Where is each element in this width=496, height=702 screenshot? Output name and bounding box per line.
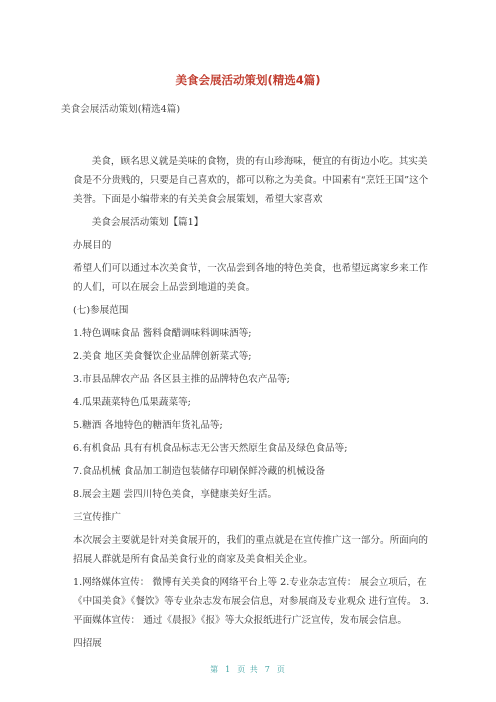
list-item: 4.瓜果蔬菜特色瓜果蔬菜等;: [73, 397, 191, 408]
list-item: 1.特色调味食品 酱料食醋调味料调味酒等;: [73, 328, 252, 339]
document-body: [73, 152, 429, 653]
media-paragraph: 1.网络媒体宣传： 微博有关美食的网络平台上等 2.专业杂志宣传： 展会立项后，在《中国美食》《餐饮》等专业杂志发布展会信息，对参展商及专业观众 进行宣传。 3.平面媒体宣传： 通过《晨报》《报》等大众报纸进行广泛宣传，发布展会信息。: [73, 577, 429, 626]
page-footer: [0, 664, 496, 675]
footer-suffix: 页: [276, 665, 286, 674]
section-heading: 美食会展活动策划【篇1】: [91, 217, 204, 228]
footer-mid: 页 共: [237, 665, 259, 674]
purpose-paragraph: 希望人们可以通过本次美食节，一次品尝到各地的特色美食，也希望远离家乡来工作的人们，可以在展会上品尝到地道的美食。: [73, 263, 428, 293]
list-item: 5.糖酒 各地特色的糖酒年货礼品等;: [73, 420, 223, 431]
list-item: 8.展会主题 尝四川特色美食，享健康美好生活。: [73, 489, 278, 500]
intro-paragraph: 美食，顾名思义就是美味的食物，贵的有山珍海味，便宜的有街边小吃。其实美食是不分贵贱的，只要是自己喜欢的，都可以称之为美食。中国素有“烹饪王国”这个美誉。下面是小编带来的有关美食会展策划，希望大家喜欢: [73, 156, 429, 205]
list-item: 7.食品机械 食品加工制造包装储存印刷保鲜冷藏的机械设备: [73, 466, 326, 477]
heading-scope: (七)参展范围: [73, 305, 129, 316]
document-subtitle: 美食会展活动策划(精选4篇): [61, 104, 181, 115]
heading-purpose: 办展目的: [73, 240, 112, 251]
list-item: 6.有机食品 具有有机食品标志无公害天然原生食品及绿色食品等;: [73, 443, 348, 454]
heading-recruitment: 四招展: [73, 638, 102, 649]
promotion-paragraph: 本次展会主要就是针对美食展开的，我们的重点就是在宣传推广这一部分。所面向的招展人群就是所有食品美食行业的商家及美食相关企业。: [73, 535, 428, 565]
list-item: 3.市县品牌农产品 各区县主推的品牌特色农产品等;: [73, 374, 290, 385]
list-item: 2.美食 地区美食餐饮企业品牌创新菜式等;: [73, 351, 252, 362]
heading-promotion: 三宣传推广: [73, 512, 121, 523]
footer-total-pages: 7: [264, 665, 271, 674]
footer-prefix: 第: [210, 665, 220, 674]
document-title: 美食会展活动策划(精选4篇): [175, 73, 321, 87]
footer-page-number: 1: [225, 665, 232, 674]
